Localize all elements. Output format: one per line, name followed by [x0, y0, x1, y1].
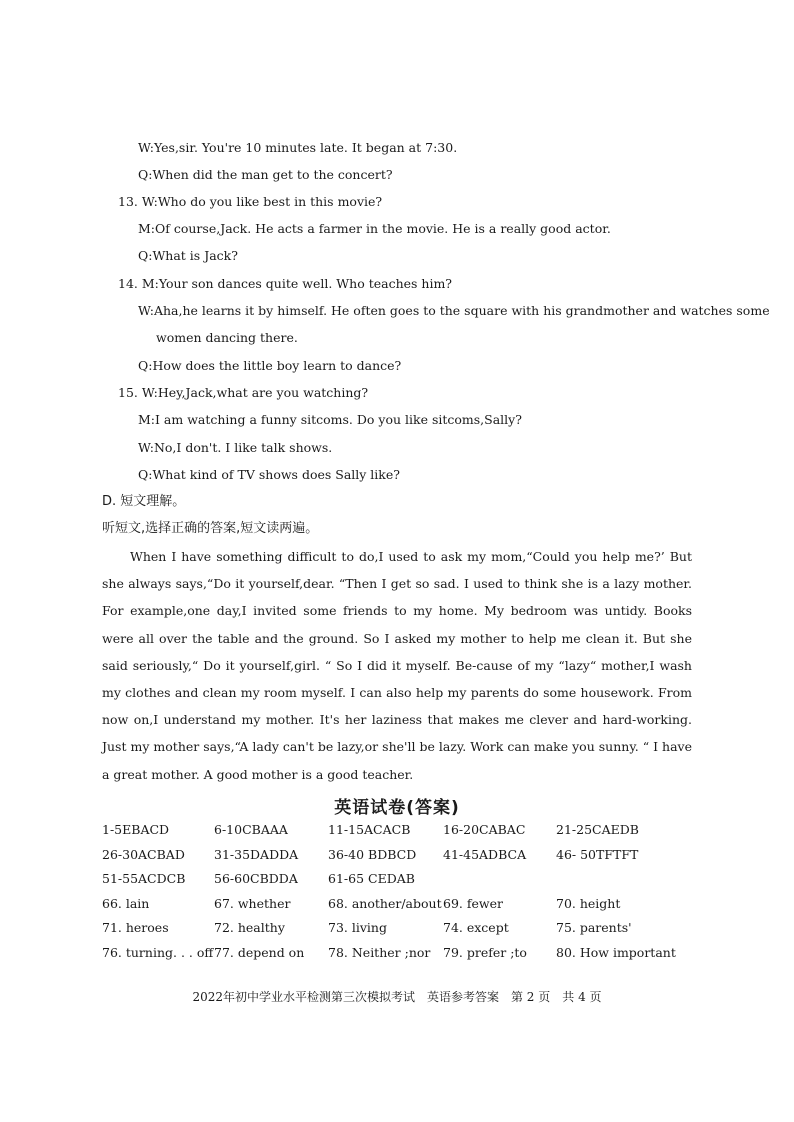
answer-cell: 80. How important [556, 944, 676, 960]
dialogue-line: Q:When did the man get to the concert? [138, 167, 393, 182]
answer-cell: 66. lain [102, 895, 150, 911]
answer-cell: 31-35DADDA [214, 846, 299, 862]
dialogue-line: 13. W:Who do you like best in this movie? [118, 194, 383, 209]
answer-cell: 1-5EBACD [102, 822, 170, 837]
answer-cell: 70. height [556, 895, 621, 911]
answer-cell: 21-25CAEDB [556, 822, 639, 837]
answer-cell: 69. fewer [443, 895, 503, 911]
answer-cell: 77. depend on [214, 944, 305, 960]
dialogue-line: Q:What kind of TV shows does Sally like? [138, 467, 400, 482]
answer-cell: 6-10CBAAA [214, 822, 288, 837]
answer-cell: 16-20CABAC [443, 822, 526, 837]
dialogue-line: 15. W:Hey,Jack,what are you watching? [118, 385, 369, 400]
passage-text: When I have something difficult to do,I used to ask my mom,“Could you help me?’ But she always says,“Do it yourself,dear. “Then I get so sad. I used to think she is a lazy mother. For example,one day,I invited some friends to my home. My bedroom was untidy. Books were all over the table and the ground. So I asked my mother to help me clean it. But she said seriously,“ Do it yourself,girl. “ So I did it myself. Be-cause of my “lazy“ mother,I wash my clothes and clean my room myself. I can also help my parents do some housework. From now on,I understand my mother. It's her laziness that makes me clever and hard-working. Just my mother says,“A lady can't be lazy,or she'll be lazy. Work can make you sunny. “ I have a great mother. A good mother is a good teacher. [102, 549, 692, 782]
answer-cell: 51-55ACDCB [102, 871, 186, 886]
answer-row [102, 943, 702, 968]
answer-grid [102, 820, 702, 967]
section-d-title: D. 短文理解。 [102, 494, 186, 509]
answer-cell: 75. parents' [556, 920, 632, 935]
answer-cell: 78. Neither ;nor [328, 944, 431, 960]
answer-cell: 79. prefer ;to [443, 944, 527, 960]
dialogue-line: W:Aha,he learns it by himself. He often goes to the square with his grandmother and watches some [138, 303, 770, 318]
answer-row [102, 845, 702, 870]
dialogue-line: 14. M:Your son dances quite well. Who teaches him? [118, 276, 453, 291]
answer-cell: 36-40 BDBCD [328, 846, 417, 862]
dialogue-line: M:I am watching a funny sitcoms. Do you like sitcoms,Sally? [138, 412, 522, 427]
dialogue-line: Q:How does the little boy learn to dance? [138, 358, 402, 373]
answer-cell: 46- 50TFTFT [556, 846, 639, 862]
answer-row [102, 820, 702, 845]
answer-cell: 61-65 CEDAB [328, 871, 415, 886]
answer-cell: 76. turning. . . off [102, 944, 214, 960]
section-d-instruction: 听短文,选择正确的答案,短文读两遍。 [102, 521, 319, 536]
answer-cell: 26-30ACBAD [102, 846, 185, 862]
answer-cell: 41-45ADBCA [443, 846, 527, 862]
dialogue-line: M:Of course,Jack. He acts a farmer in the movie. He is a really good actor. [138, 221, 611, 236]
answer-cell: 72. healthy [214, 920, 285, 935]
answer-key-title: 英语试卷(答案) [334, 798, 460, 818]
answer-cell: 56-60CBDDA [214, 871, 298, 886]
dialogue-line: Q:What is Jack? [138, 248, 238, 263]
answer-cell: 73. living [328, 920, 387, 935]
answer-cell: 74. except [443, 920, 509, 935]
answer-cell: 71. heroes [102, 920, 169, 935]
answer-cell: 11-15ACACB [328, 822, 411, 837]
answer-row [102, 918, 702, 943]
answer-cell: 68. another/about [328, 895, 442, 911]
page-footer: 2022年初中学业水平检测第三次模拟考试 英语参考答案 第 2 页 共 4 页 [192, 990, 602, 1004]
answer-cell: 67. whether [214, 895, 291, 911]
dialogue-line: W:No,I don't. I like talk shows. [138, 440, 333, 455]
dialogue-line: W:Yes,sir. You're 10 minutes late. It began at 7:30. [138, 140, 458, 155]
answer-row [102, 894, 702, 919]
answer-row [102, 869, 702, 894]
dialogue-line: women dancing there. [156, 330, 298, 345]
